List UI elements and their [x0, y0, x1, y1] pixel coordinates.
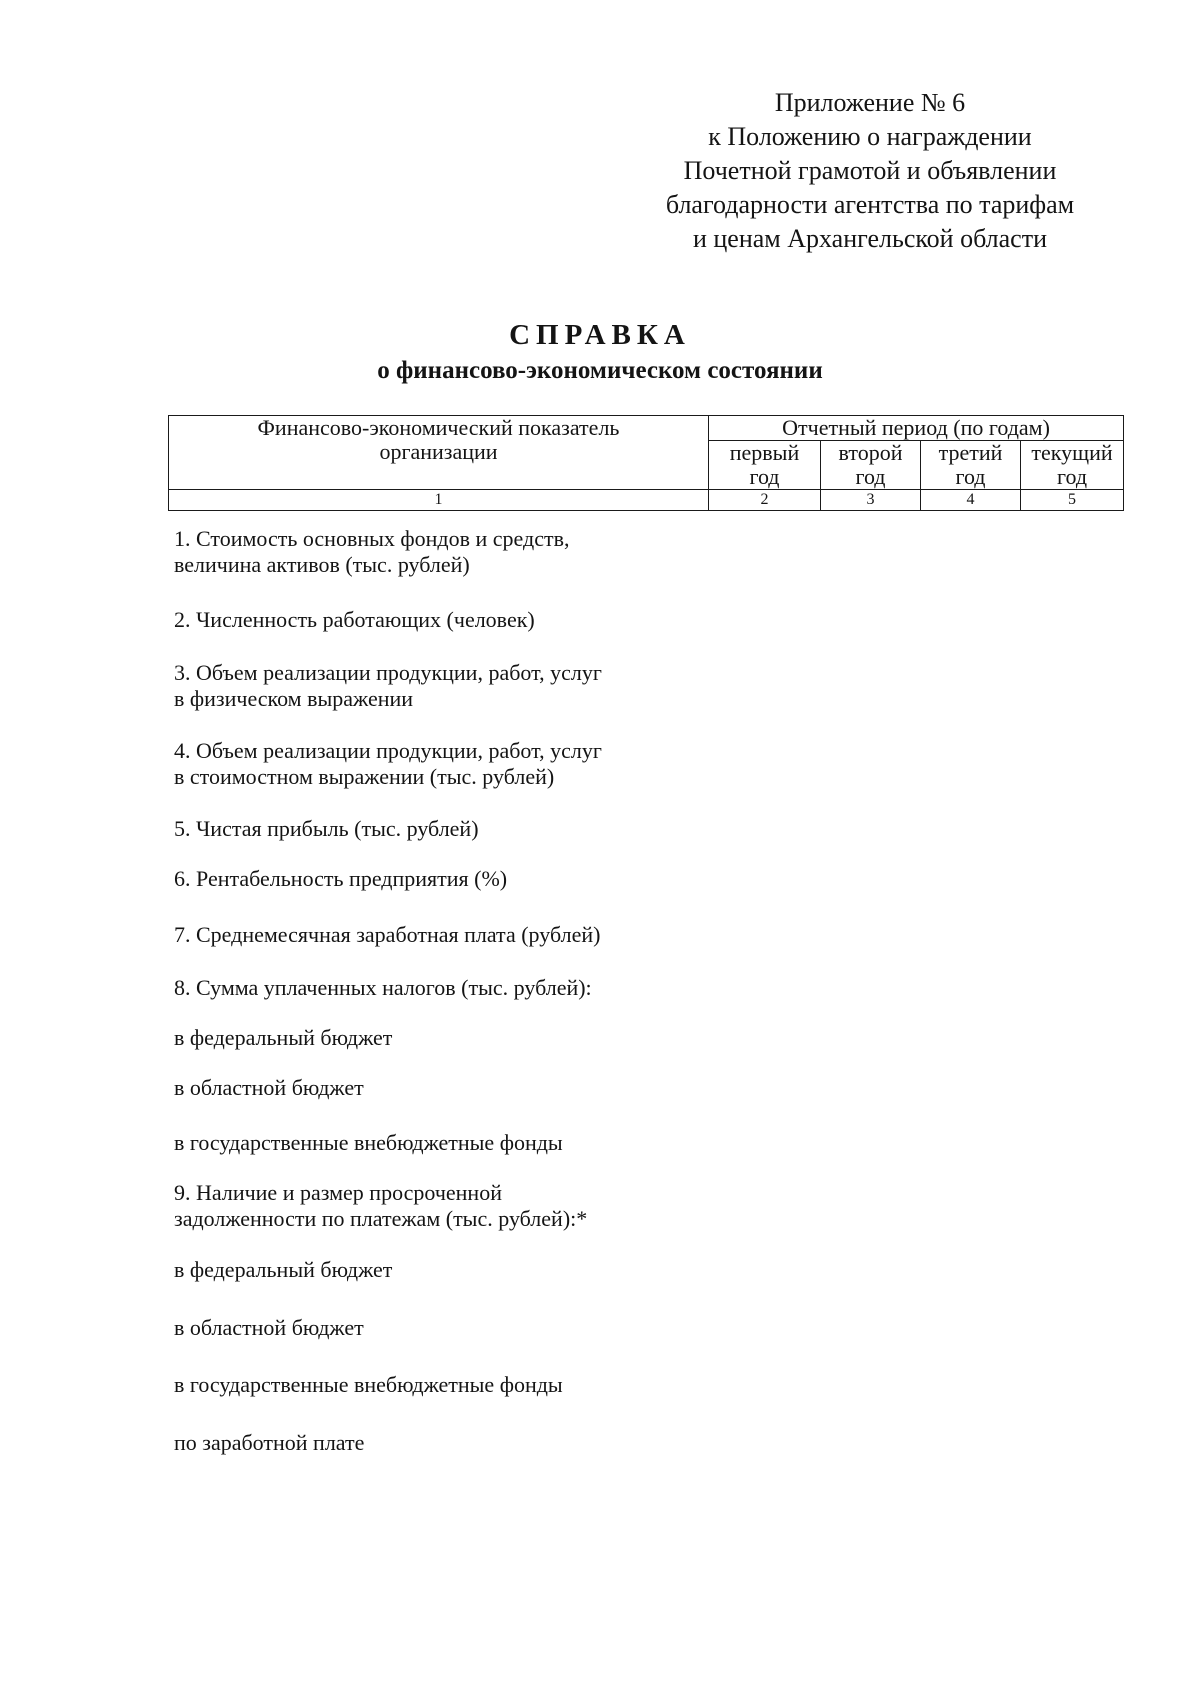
year-label: год — [855, 464, 886, 489]
indicator-text: величина активов (тыс. рублей) — [174, 552, 470, 577]
indicator-item — [174, 1372, 563, 1398]
indicator-text: в государственные внебюджетные фонды — [174, 1372, 563, 1397]
year-label: первый — [729, 440, 800, 465]
indicator-item — [174, 1025, 392, 1051]
indicator-text: по заработной плате — [174, 1430, 365, 1455]
table-header-row — [169, 416, 1124, 441]
indicator-text: 5. Чистая прибыль (тыс. рублей) — [174, 816, 479, 841]
column-numbers-row — [169, 490, 1124, 511]
indicator-item — [174, 922, 600, 948]
year-label: год — [955, 464, 986, 489]
year-label: год — [749, 464, 780, 489]
indicator-item — [174, 975, 592, 1001]
indicator-text: 6. Рентабельность предприятия (%) — [174, 866, 508, 891]
indicator-item — [174, 866, 507, 892]
indicator-item — [174, 1130, 563, 1156]
indicator-text: задолженности по платежам (тыс. рублей):* — [174, 1206, 588, 1231]
indicator-text: в государственные внебюджетные фонды — [174, 1130, 563, 1155]
indicator-text: в областной бюджет — [174, 1315, 364, 1340]
indicator-text: 2. Численность работающих (человек) — [174, 607, 535, 632]
appendix-line: благодарности агентства по тарифам — [665, 190, 1075, 219]
year-label: год — [1057, 464, 1088, 489]
indicator-item — [174, 816, 479, 842]
document-title: СПРАВКА — [509, 319, 691, 351]
year-column-header — [1021, 441, 1124, 490]
indicator-text: 8. Сумма уплаченных налогов (тыс. рублей): — [174, 975, 592, 1000]
column-number: 3 — [821, 490, 921, 511]
column-number: 5 — [1021, 490, 1124, 511]
indicator-header-line: Финансово-экономический показатель — [257, 415, 620, 440]
indicator-text: в областной бюджет — [174, 1075, 364, 1100]
indicator-text: 4. Объем реализации продукции, работ, услуг — [174, 738, 602, 763]
indicator-text: в стоимостном выражении (тыс. рублей) — [174, 764, 555, 789]
indicator-item — [174, 526, 569, 578]
indicator-header-line: организации — [379, 439, 498, 464]
indicator-text: 9. Наличие и размер просроченной — [174, 1180, 502, 1205]
indicator-text: 3. Объем реализации продукции, работ, услуг — [174, 660, 602, 685]
year-column-header — [821, 441, 921, 490]
indicator-item — [174, 660, 602, 712]
appendix-line: и ценам Архангельской области — [692, 224, 1048, 253]
indicator-text: 1. Стоимость основных фондов и средств, — [174, 526, 570, 551]
indicator-item — [174, 1075, 364, 1101]
indicator-item — [174, 1430, 364, 1456]
period-header: Отчетный период (по годам) — [709, 416, 1124, 441]
indicator-item — [174, 738, 602, 790]
year-column-header — [921, 441, 1021, 490]
column-number: 4 — [921, 490, 1021, 511]
indicator-text: в федеральный бюджет — [174, 1257, 393, 1282]
year-label: третий — [938, 440, 1003, 465]
indicator-text: 7. Среднемесячная заработная плата (рублей) — [174, 922, 601, 947]
indicator-item — [174, 1257, 392, 1283]
year-label: текущий — [1031, 440, 1113, 465]
indicator-column-header — [169, 416, 709, 490]
indicator-text: в федеральный бюджет — [174, 1025, 393, 1050]
column-number: 1 — [169, 490, 709, 511]
indicator-item — [174, 607, 535, 633]
appendix-note — [640, 86, 1100, 256]
appendix-line: Приложение № 6 — [774, 88, 966, 117]
year-column-header — [709, 441, 821, 490]
indicator-table-header — [168, 415, 1124, 511]
column-number: 2 — [709, 490, 821, 511]
year-label: второй — [838, 440, 903, 465]
indicator-item — [174, 1315, 364, 1341]
indicator-item — [174, 1180, 587, 1232]
appendix-line: к Положению о награждении — [708, 122, 1032, 151]
document-subtitle: о финансово-экономическом состоянии — [377, 357, 823, 384]
indicator-text: в физическом выражении — [174, 686, 414, 711]
appendix-line: Почетной грамотой и объявлении — [683, 156, 1057, 185]
